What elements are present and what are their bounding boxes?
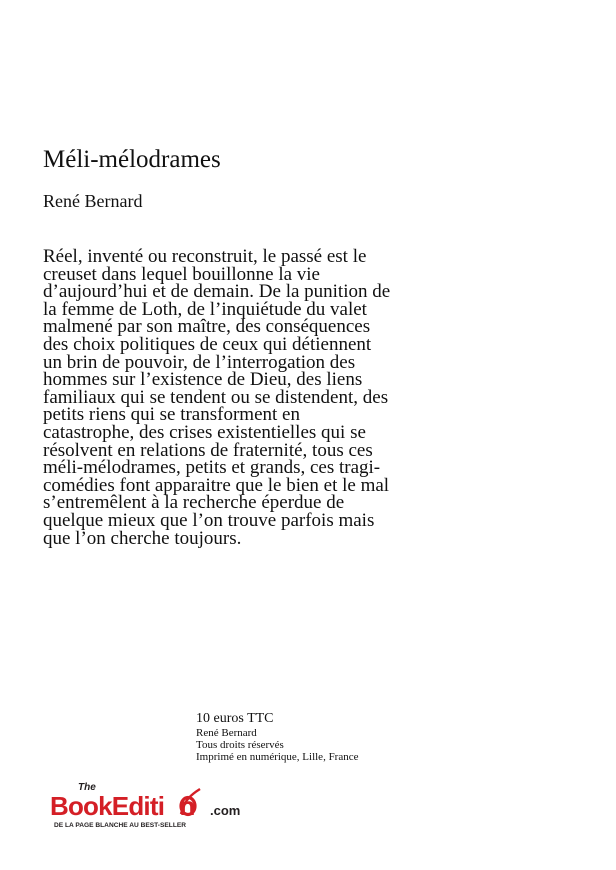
blurb-line: un brin de pouvoir, de l’interrogation des (43, 351, 356, 373)
price-label: 10 euros TTC (196, 711, 274, 726)
imprint-block (196, 711, 359, 763)
book-blurb (43, 248, 473, 547)
blurb-line: creuset dans lequel bouillonne la vie (43, 263, 320, 285)
publisher-logo (50, 780, 250, 830)
book-title: Méli-mélodrames (43, 146, 221, 173)
logo-brand-part2: n (179, 791, 195, 821)
logo-domain-text: .com (210, 803, 241, 818)
logo-tagline: DE LA PAGE BLANCHE AU BEST-SELLER (54, 822, 187, 829)
blurb-line: s’entremêlent à la recherche éperdue de (43, 492, 345, 514)
blurb-line: des choix politiques de ceux qui détiennent (43, 333, 372, 355)
imprint-rights: Tous droits réservés (196, 739, 284, 751)
blurb-line: Réel, inventé ou reconstruit, le passé est le (43, 246, 367, 267)
blurb-line: d’aujourd’hui et de demain. De la punition de (43, 281, 391, 303)
logo-o-mark (164, 791, 165, 821)
blurb-line: méli-mélodrames, petits et grands, ces tragi- (43, 457, 381, 479)
imprint-author: René Bernard (196, 727, 257, 739)
blurb-line: comédies font apparaitre que le bien et le mal (43, 474, 390, 496)
blurb-line: petits riens qui se transforment en (43, 404, 300, 426)
blurb-line: quelque mieux que l’on trouve parfois mais (43, 509, 375, 531)
blurb-line: catastrophe, des crises existentielles qui se (43, 421, 366, 443)
blurb-line: que l’on cherche toujours. (43, 527, 242, 549)
imprint-printing: Imprimé en numérique, Lille, France (196, 751, 359, 763)
logo-the-text: The (78, 782, 96, 793)
book-author: René Bernard (43, 191, 143, 211)
blurb-line: malmené par son maître, des conséquences (43, 316, 371, 338)
logo-brand-text (50, 791, 195, 821)
blurb-line: la femme de Loth, de l’inquiétude du valet (43, 298, 367, 320)
logo-brand-part1: BookEditi (50, 791, 165, 821)
blurb-line: résolvent en relations de fraternité, tous ces (43, 439, 373, 461)
blurb-line: familiaux qui se tendent ou se distendent, des (43, 386, 389, 408)
blurb-line: hommes sur l’existence de Dieu, des liens (43, 369, 363, 391)
bookedition-logo (50, 780, 250, 830)
